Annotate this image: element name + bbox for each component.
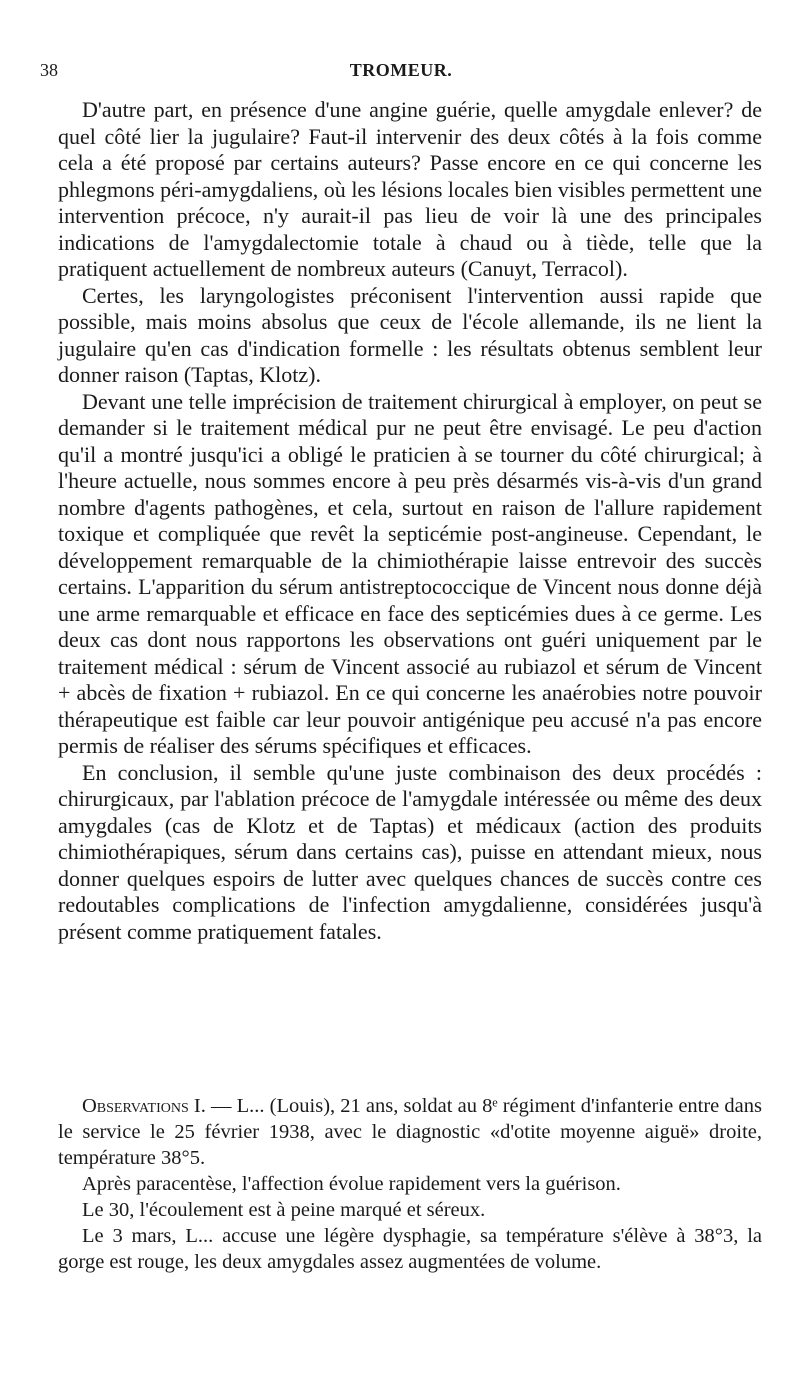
observation-line: Le 3 mars, L... accuse une légère dysphagie, sa température s'élève à 38°3, la gorge est rouge, les deux amygdales assez augmentées de volume. (58, 1225, 762, 1273)
main-text (58, 97, 762, 945)
running-title: TROMEUR. (349, 60, 453, 80)
paragraph: D'autre part, en présence d'une angine guérie, quelle amygdale enlever? de quel côté lier la jugulaire? Faut-il intervenir des deux côtés à la fois comme cela a été proposé par certains auteurs? Passe encore en ce qui concerne les phlegmons péri-amygdaliens, où les lésions locales bien visibles permettent une intervention précoce, n'y aurait-il pas lieu de voir là une des principales indications de l'amygdalectomie totale à chaud ou à tiède, telle que la pratiquent actuellement de nombreux auteurs (Canuyt, Terracol). (58, 97, 762, 281)
paragraph: En conclusion, il semble qu'une juste combinaison des deux procédés : chirurgicaux, par l'ablation précoce de l'amygdale intéressée ou même des deux amygdales (cas de Klotz et de Taptas) et médicaux (action des produits chimiothérapiques, sérum dans certains cas), puisse en attendant mieux, nous donner quelques espoirs de lutter avec quelques chances de succès contre ces redoutables complications de l'infection amygdalienne, considérées jusqu'à présent comme pratiquement fatales. (58, 759, 762, 944)
observation-intro-text: — L... (Louis), 21 ans, soldat au 8ᵉ régiment d'infanterie entre dans le service le 25 février 1938, avec le diagnostic «d'otite moyenne aiguë» droite, température 38°5. (58, 1095, 762, 1169)
page-header (40, 60, 762, 86)
observation-heading: Observations I. (82, 1095, 206, 1117)
page-number: 38 (40, 60, 58, 80)
observation-section (58, 1093, 762, 1275)
observation-intro (58, 1093, 762, 1171)
observation-line: Après paracentèse, l'affection évolue rapidement vers la guérison. (82, 1173, 621, 1195)
observation-line: Le 30, l'écoulement est à peine marqué et séreux. (82, 1199, 486, 1221)
paragraph: Certes, les laryngologistes préconisent l'intervention aussi rapide que possible, mais moins absolus que ceux de l'école allemande, ils ne lient la jugulaire qu'en cas d'indication formelle : les résultats obtenus semblent leur donner raison (Taptas, Klotz). (58, 282, 762, 387)
paragraph: Devant une telle imprécision de traitement chirurgical à employer, on peut se demander si le traitement médical pur ne peut être envisagé. Le peu d'action qu'il a montré jusqu'ici a obligé le praticien à se tourner du côté chirurgical; à l'heure actuelle, nous sommes encore à peu près désarmés vis-à-vis d'un grand nombre d'agents pathogènes, et cela, surtout en raison de l'allure rapidement toxique et compliquée que revêt la septicémie post-angineuse. Cependant, le développement remarquable de la chimiothérapie laisse entrevoir des succès certains. L'apparition du sérum antistreptococcique de Vincent nous donne déjà une arme remarquable et efficace en face des septicémies dues à ce germe. Les deux cas dont nous rapportons les observations ont guéri uniquement par le traitement médical : sérum de Vincent associé au rubiazol et sérum de Vincent + abcès de fixation + rubiazol. En ce qui concerne les anaérobies notre pouvoir thérapeutique est faible car leur pouvoir antigénique peu accusé n'a pas encore permis de réaliser des sérums spécifiques et efficaces. (58, 388, 762, 758)
